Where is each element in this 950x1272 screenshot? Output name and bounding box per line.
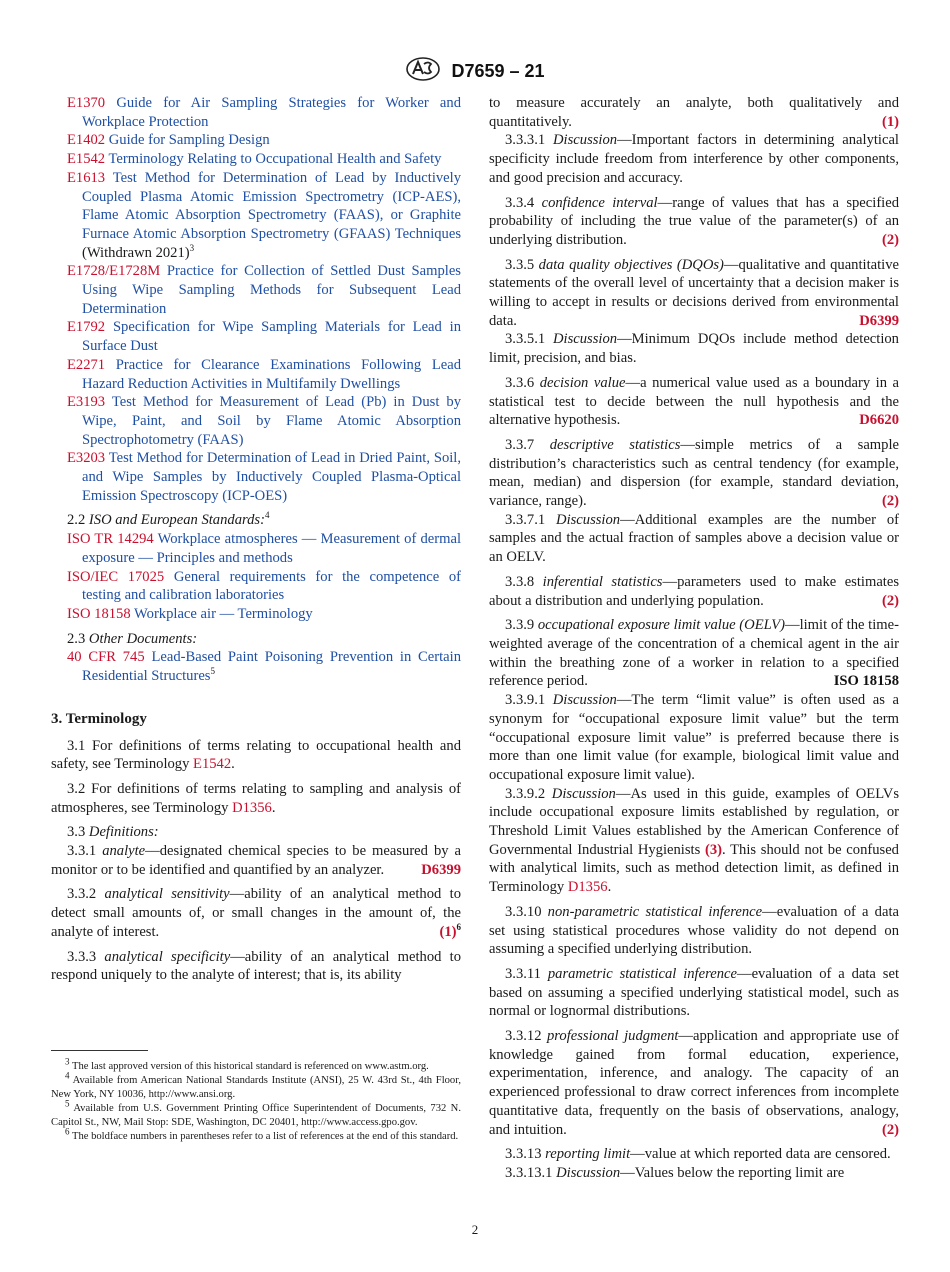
reference-code-link[interactable]: E2271 — [67, 356, 106, 373]
footnote-text: The last approved version of this historical standard is referenced on www.astm.org. — [71, 1061, 429, 1072]
definition-text: —a numerical value used as a boundary in a statistical test to decide between the null hypothesis and the alternative hypothesis. — [489, 374, 899, 429]
definition-number: 3.3.4 — [505, 194, 535, 211]
footnote-mark: 5 — [65, 1098, 70, 1109]
reference-item — [51, 648, 461, 685]
iso-standards-list — [51, 530, 461, 624]
footnote-text: The boldface numbers in parentheses refer to a list of references at the end of this standard. — [71, 1131, 459, 1143]
reference-code-link[interactable]: E1370 — [67, 95, 106, 111]
para-3-1: 3.1 For definitions of terms relating to occupational health and safety, see Terminology E1542. — [51, 737, 461, 773]
definition-term: Discussion — [553, 132, 618, 149]
para-3-3-3-cont: to measure accurately an analyte, both qualitatively and quantitatively. (1) — [489, 95, 899, 130]
reference-code-link[interactable]: E1613 — [67, 169, 106, 186]
definition-term: Discussion — [556, 1164, 621, 1181]
para-3-3-1: 3.3.1 analyte—designated chemical species to be measured by a monitor or to be identified and quantified by an analyzer. D6399 — [51, 843, 461, 878]
definition-term: Discussion — [556, 511, 621, 528]
definition-term: professional judgment — [546, 1028, 679, 1045]
link-e1542[interactable]: E1542 — [193, 756, 232, 773]
reference-title-link[interactable]: Practice for Collection of Settled Dust Samples Using Wipe Sampling Methods for Subsequent Lead Determination — [82, 263, 461, 317]
definition-3-3-13 — [489, 1145, 899, 1164]
reference-code-link[interactable]: ISO TR 14294 — [67, 531, 154, 548]
definition-source[interactable]: (2) — [881, 592, 899, 609]
definition-text: —Additional examples are the number of samples and the actual fraction of samples above a decision value or an OELV. — [489, 511, 900, 566]
definition-text-cont: . This should not be confused with analytical limits, such as method detection limit, as defined in Terminology — [489, 841, 899, 896]
definition-text: —As used in this guide, examples of OELVs include occupational exposure limits established by regulation, or Threshold Limit Values established by the American Conference of Governmental Industrial Hygienists — [489, 785, 899, 858]
definition-number: 3.3.8 — [505, 573, 535, 590]
definition-text: —Values below the reporting limit are — [620, 1164, 845, 1181]
footnote — [51, 1098, 461, 1129]
reference-title-link[interactable]: Test Method for Determination of Lead by Inductively Coupled Plasma Atomic Emission Spectrometry (ICP-AES), Flame Atomic Absorption Spectrometry (FAAS), or Graphite Furnace Atomic Absorption Spectrometry (GFAAS) Techniques — [82, 169, 461, 242]
footnote-marker: 5 — [210, 666, 215, 677]
para-3-3: 3.3 Definitions: — [67, 824, 159, 841]
other-documents-list — [51, 648, 461, 685]
definition-number: 3.3.5.1 — [505, 331, 546, 348]
reference-code-link[interactable]: E1792 — [67, 319, 106, 336]
reference-title-link[interactable]: General requirements for the competence of testing and calibration laboratories — [82, 568, 461, 604]
definition-text: —evaluation of a data set based on assuming a specified underlying statistical model, such as normal or lognormal distributions. — [489, 965, 900, 1020]
definition-source[interactable]: D6399 — [859, 312, 899, 329]
definition-3-3-9 — [489, 616, 899, 691]
definition-text: —evaluation of a data set using statistical procedures whose validity do not depend on assuming a specified underlying distribution. — [489, 903, 899, 958]
footnote-marker: 3 — [189, 242, 195, 253]
definition-3-3-3-1 — [489, 131, 899, 187]
para-3-3-3: 3.3.3 analytical specificity—ability of an analytical method to respond uniquely to the analyte of interest; that is, its ability — [51, 948, 462, 984]
reference-item — [51, 94, 461, 131]
definition-number: 3.3.5 — [505, 256, 535, 273]
definition-3-3-12 — [489, 1027, 899, 1139]
reference-code-link[interactable]: ISO/IEC 17025 — [67, 568, 165, 585]
definition-term: decision value — [539, 374, 626, 391]
source-d6399[interactable]: D6399 — [421, 861, 461, 878]
withdrawn-note: (Withdrawn 2021) — [82, 244, 190, 261]
definition-3-3-9-1 — [489, 691, 899, 785]
footnote-rule — [51, 1050, 148, 1051]
reference-item — [51, 356, 461, 393]
definition-3-3-5 — [489, 256, 899, 331]
page-number: 2 — [471, 1222, 479, 1237]
page-header — [0, 56, 950, 82]
definition-number: 3.3.9.2 — [505, 785, 546, 802]
reference-item — [51, 568, 461, 605]
definition-number: 3.3.10 — [505, 903, 542, 920]
para-3-3-2: 3.3.2 analytical sensitivity—ability of an analytical method to detect small amounts of, or small changes in the amount of, the analyte of interest. $(1)^6$ — [51, 886, 462, 940]
definition-number: 3.3.11 — [505, 965, 541, 982]
definition-term: reporting limit — [545, 1146, 631, 1163]
reference-title-link[interactable]: Guide for Air Sampling Strategies for Worker and Workplace Protection — [82, 95, 461, 130]
reference-3[interactable]: (3) — [705, 841, 723, 858]
definition-source[interactable]: D6620 — [859, 412, 899, 429]
reference-item — [51, 169, 461, 263]
document-number: D7659 – 21 — [451, 61, 545, 81]
reference-item — [51, 449, 461, 505]
definition-number: 3.3.6 — [505, 374, 535, 391]
definition-3-3-8 — [489, 573, 899, 610]
footnote-mark: 6 — [65, 1126, 70, 1137]
definition-term: Discussion — [553, 331, 618, 348]
footnote-mark: 4 — [65, 1070, 70, 1081]
definition-3-3-7 — [489, 436, 899, 511]
definition-text: —range of values that has a specified probability of including the true value of the parameter(s) of an underlying distribution. — [489, 194, 900, 248]
link-d1356[interactable]: D1356 — [232, 799, 272, 816]
reference-title-link[interactable]: Practice for Clearance Examinations Following Lead Hazard Reduction Activities in Multifamily Dwellings — [82, 356, 461, 392]
reference-item — [51, 605, 461, 624]
reference-title-link[interactable]: Terminology Relating to Occupational Health and Safety — [108, 151, 442, 168]
reference-item — [51, 131, 461, 150]
definition-3-3-4 — [489, 194, 899, 250]
reference-code-link[interactable]: E1728/E1728M — [67, 263, 161, 280]
definition-3-3-10 — [489, 903, 899, 959]
reference-item — [51, 262, 461, 318]
definition-text: —application and appropriate use of knowledge gained from formal education, experience, experimentation, inference, and analogy. The capacity of an experienced professional to draw correct inferences from incomplete quantitative data, frequently on the basis of observations, analogy, and intuition. — [489, 1028, 899, 1138]
reference-1[interactable]: (1) — [881, 113, 899, 130]
definition-source: ISO 18158 — [833, 673, 899, 690]
definition-3-3-13-1 — [489, 1164, 899, 1183]
reference-item — [51, 318, 461, 355]
reference-code-link[interactable]: 40 CFR 745 — [67, 649, 145, 666]
definition-number: 3.3.7.1 — [505, 511, 546, 528]
reference-title-link[interactable]: Test Method for Determination of Lead in Dried Paint, Soil, and Wipe Samples by Inductively Coupled Plasma-Optical Emission Spectroscopy (ICP-OES) — [82, 450, 462, 504]
reference-item — [51, 393, 461, 449]
definition-text: —simple metrics of a sample distribution’s characteristics such as central tendency (for example, mean, median) and dispersion (for example, standard deviation, variance, range). — [489, 436, 899, 510]
footnote-mark: 3 — [65, 1056, 70, 1067]
definition-term: descriptive statistics — [549, 436, 681, 453]
left-column — [51, 94, 461, 985]
footnotes — [51, 1056, 461, 1144]
reference-code-link[interactable]: E3193 — [67, 394, 106, 411]
definition-text: —qualitative and quantitative statements of the overall level of uncertainty that a decision maker is willing to accept in results or decisions derived from environmental data. — [489, 256, 899, 329]
definition-text: —The term “limit value” is often used as a synonym for “occupational exposure limit value” but the term “occupational exposure limit value” is preferred because there is more than one limit value (for example, biological limit value and occupational exposure limit value). — [489, 692, 899, 783]
definition-text: —parameters used to make estimates about a distribution and underlying population. — [489, 573, 900, 609]
reference-item — [51, 530, 461, 567]
reference-title-link[interactable]: Workplace air — Terminology — [134, 605, 313, 622]
definition-source[interactable]: (2) — [881, 1121, 899, 1138]
para-3-2: 3.2 For definitions of terms relating to sampling and analysis of atmospheres, see Terminology D1356. — [51, 780, 461, 816]
definition-source[interactable]: (2) — [881, 231, 899, 248]
definition-3-3-5-1 — [489, 330, 899, 367]
reference-title-link[interactable]: Lead-Based Paint Poisoning Prevention in Certain Residential Structures — [82, 649, 462, 685]
astm-logo-icon — [405, 56, 441, 87]
reference-title-link[interactable]: Specification for Wipe Sampling Materials for Lead in Surface Dust — [82, 319, 461, 355]
footnote — [51, 1126, 461, 1143]
definition-3-3-9-2 — [489, 785, 899, 897]
definition-3-3-6 — [489, 374, 899, 430]
referenced-documents-list — [51, 94, 461, 505]
definition-text: —limit of the time-weighted average of the concentration of a chemical agent in the air within the breathing zone of a worker in relation to a specified reference period. — [489, 617, 899, 690]
footnote — [51, 1070, 461, 1101]
footnote-text: Available from American National Standards Institute (ANSI), 25 W. 43rd St., 4th Floor, New York, NY 10036, http://www.ansi.org. — [51, 1075, 461, 1100]
reference-code-link[interactable]: E1402 — [67, 132, 106, 149]
reference-item — [51, 150, 461, 169]
definition-text: —Important factors in determining analytical specificity include freedom from interference by other components, and good precision and accuracy. — [489, 132, 899, 186]
definition-number: 3.3.12 — [505, 1028, 542, 1045]
definition-term: non-parametric statistical inference — [547, 903, 763, 920]
definition-term: data quality objectives (DQOs) — [538, 256, 724, 273]
definition-term: parametric statistical inference — [547, 965, 737, 982]
definition-term: Discussion — [551, 785, 616, 802]
right-column — [489, 94, 899, 1183]
definition-number: 3.3.9 — [505, 617, 535, 634]
reference-title-link[interactable]: Workplace atmospheres — Measurement of dermal exposure — Principles and methods — [82, 531, 461, 566]
footnote — [51, 1056, 461, 1073]
section-2-3: 2.3 Other Documents: — [67, 630, 198, 647]
reference-1[interactable]: $(1)^6$ — [439, 921, 461, 940]
section-3-heading: 3. Terminology — [51, 710, 147, 727]
definition-text: —Minimum DQOs include method detection limit, precision, and bias. — [489, 331, 899, 367]
definition-3-3-11 — [489, 965, 899, 1021]
definition-number: 3.3.9.1 — [505, 692, 546, 709]
footnote-text: Available from U.S. Government Printing Office Superintendent of Documents, 732 N. Capitol St., NW, Mail Stop: SDE, Washington, DC 20401, http://www.access.gpo.gov. — [51, 1103, 461, 1128]
definition-number: 3.3.13.1 — [505, 1164, 553, 1181]
reference-code-link[interactable]: E1542 — [67, 151, 106, 168]
definition-3-3-7-1 — [489, 511, 899, 567]
definition-term: confidence interval — [541, 194, 658, 211]
definition-text: —value at which reported data are censored. — [630, 1146, 891, 1163]
link-d1356[interactable]: D1356 — [567, 879, 608, 896]
definition-number: 3.3.3.1 — [505, 132, 546, 149]
definition-end: . — [607, 879, 612, 896]
reference-title-link[interactable]: Test Method for Measurement of Lead (Pb) in Dust by Wipe, Paint, and Soil by Flame Atomic Absorption Spectrophotometry (FAAS) — [82, 394, 461, 448]
definition-number: 3.3.13 — [505, 1146, 542, 1163]
reference-code-link[interactable]: ISO 18158 — [67, 605, 131, 622]
reference-code-link[interactable]: E3203 — [67, 450, 106, 467]
definition-term: Discussion — [552, 692, 617, 709]
definition-number: 3.3.7 — [505, 436, 535, 453]
definition-source[interactable]: (2) — [881, 493, 899, 510]
definition-term: inferential statistics — [542, 573, 663, 590]
section-2-2: 2.2 ISO and European Standards:$^4$ — [67, 510, 270, 529]
definition-term: occupational exposure limit value (OELV) — [537, 617, 785, 634]
reference-title-link[interactable]: Guide for Sampling Design — [108, 132, 270, 149]
